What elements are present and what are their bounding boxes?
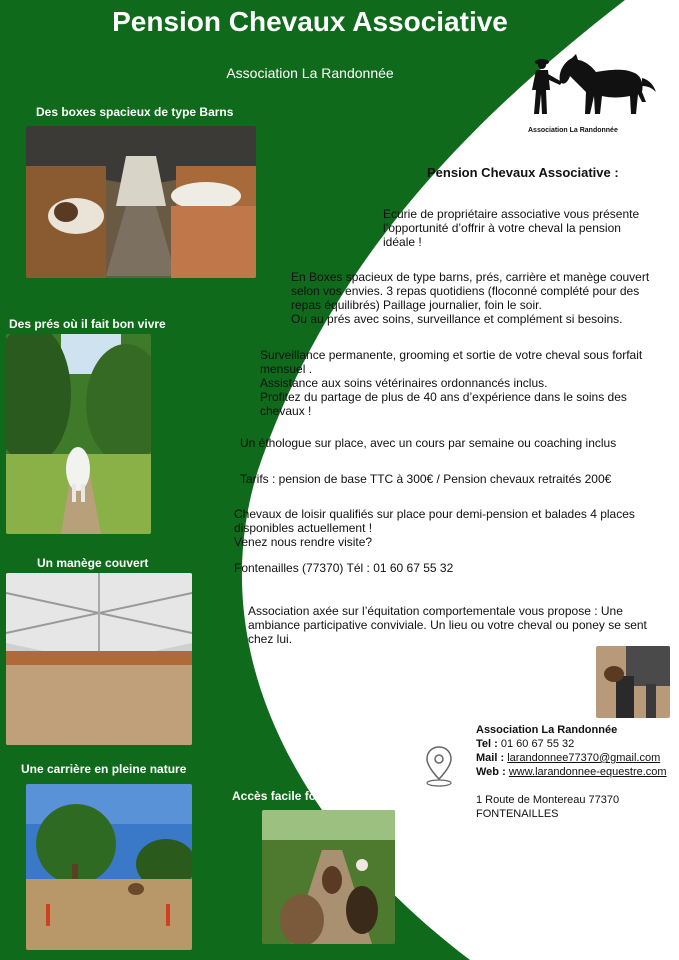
text-line: En Boxes spacieux de type barns, prés, carrière et manège couvert [291,270,650,284]
text-line: Venez nous rendre visite? [234,535,373,549]
caption-manege: Un manège couvert [37,556,149,570]
contact-mail-row [476,751,676,765]
paragraph-intro [383,207,639,249]
text-line: selon vos envies. 3 repas quotidiens (floconné complété pour des [291,284,640,298]
manege-photo [6,573,192,745]
text-line: Assistance aux soins vétérinaires ordonnancés inclus. [260,376,548,390]
text-line: Ou au prés avec soins, surveillance et complément si besoins. [291,312,623,326]
logo-label: Association La Randonnée [528,127,618,134]
location-pin-icon [424,745,454,789]
barns-photo [26,126,256,278]
mail-label: Mail : [476,752,505,764]
text-line: Profitez du partage de plus de 40 ans d’expérience dans le soins des [260,390,627,404]
page-subtitle: Association La Randonnée [226,65,394,81]
logo [520,52,660,134]
paragraph-association [248,604,647,646]
main-heading: Pension Chevaux Associative : [427,165,619,180]
tel-label: Tel : [476,738,498,750]
text-line: disponibles actuellement ! [234,521,373,535]
address-line-2: FONTENAILLES [476,808,559,820]
carriere-photo [26,784,192,950]
paragraph-surveillance [260,348,642,418]
paragraph-loisir [234,507,635,549]
caption-barns: Des boxes spacieux de type Barns [36,105,234,119]
contact-web-row [476,765,676,779]
web-label: Web : [476,766,506,778]
text-line: ambiance participative conviviale. Un lieu ou votre cheval ou poney se sent [248,618,647,632]
caption-pres: Des prés où il fait bon vivre [9,317,166,331]
paragraph-tarifs: Tarifs : pension de base TTC à 300€ / Pension chevaux retraités 200€ [240,472,612,486]
mail-link[interactable]: larandonnee77370@gmail.com [507,752,661,764]
pres-photo [6,334,151,534]
text-line: idéale ! [383,235,422,249]
paragraph-ethologue: Un éthologue sur place, avec un cours par semaine ou coaching inclus [240,436,617,450]
text-line: Ecurie de propriétaire associative vous présente [383,207,640,221]
page-title: Pension Chevaux Associative [112,6,508,37]
grooming-photo [596,646,670,718]
text-line: repas équilibrés) Paillage journalier, foin le soir. [291,298,542,312]
paragraph-boxes [291,270,649,326]
text-line: chez lui. [248,632,293,646]
text-line: chevaux ! [260,404,312,418]
text-line: mensuel . [260,362,313,376]
paragraph-phone: Fontenailles (77370) Tél : 01 60 67 55 32 [234,561,454,575]
horse-and-rider-icon [520,52,660,118]
foret-photo [262,810,395,944]
text-line: Chevaux de loisir qualifiés sur place pour demi-pension et balades 4 places [234,507,635,521]
address-line-1: 1 Route de Montereau 77370 [476,794,620,806]
caption-foret: Accès facile forêt domaniale [232,789,395,803]
web-link[interactable]: www.larandonnee-equestre.com [508,766,667,778]
contact-tel-row [476,737,676,751]
text-line: Association axée sur l’équitation comportementale vous propose : Une [248,604,623,618]
text-line: l’opportunité d’offrir à votre cheval la pension [383,221,621,235]
tel-value: 01 60 67 55 32 [500,738,575,750]
caption-carriere: Une carrière en pleine nature [21,762,187,776]
text-line: Surveillance permanente, grooming et sortie de votre cheval sous forfait [260,348,643,362]
contact-block [476,723,676,821]
contact-name: Association La Randonnée [476,724,618,736]
